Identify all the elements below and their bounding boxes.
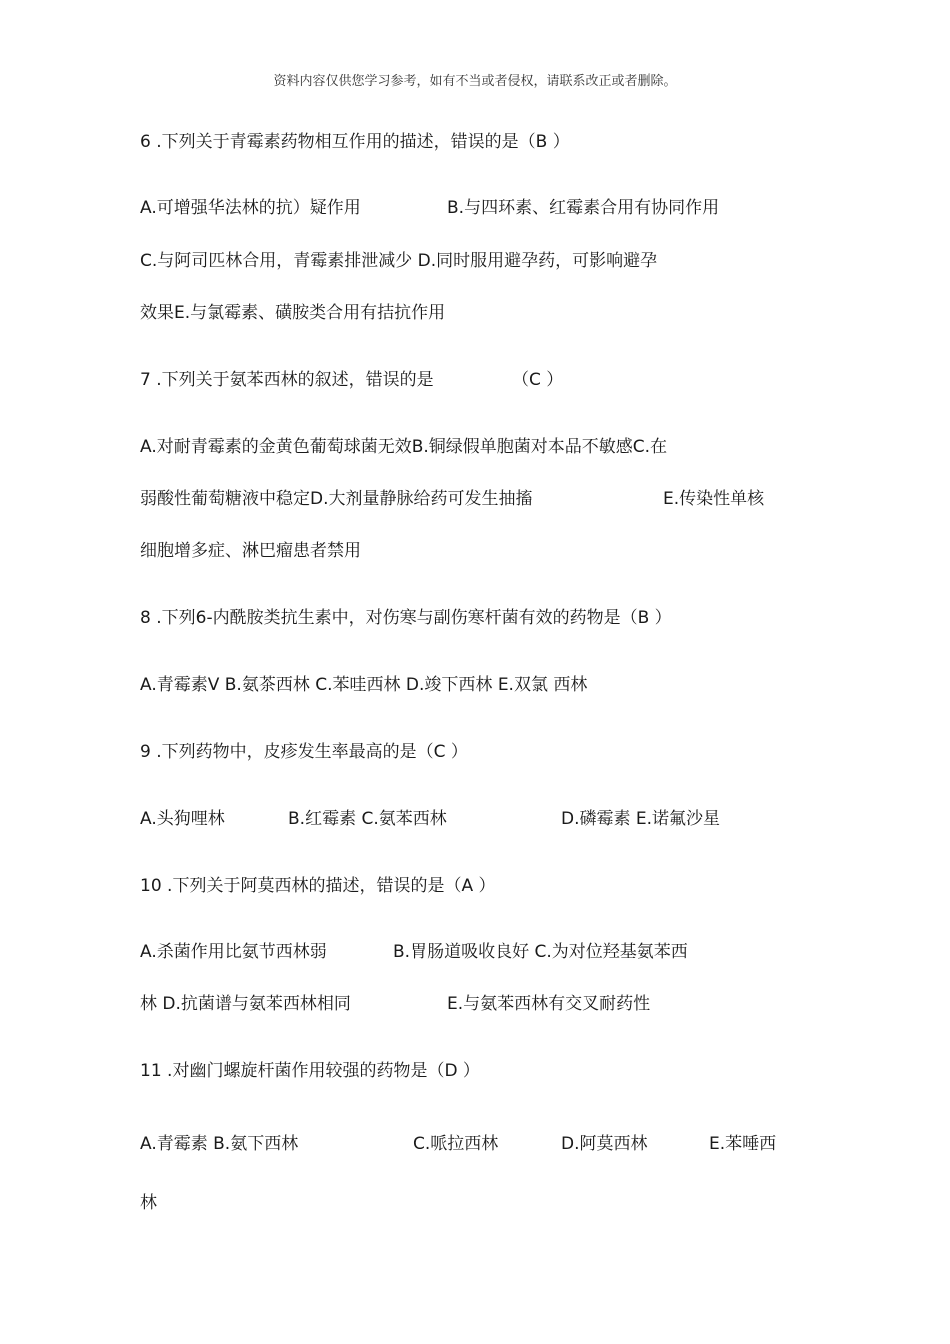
q10-option-e: E.与氨苯西林有交叉耐药性: [447, 994, 651, 1014]
question-7-options-line-2: [140, 488, 820, 510]
q10-option-d: 林 D.抗菌谱与氨苯西林相同: [140, 994, 351, 1014]
question-7-options-line-1: A.对耐青霉素的金黄色葡萄球菌无效B.铜绿假单胞菌对本品不敏感C.在: [140, 437, 668, 457]
question-9-stem: 9 .下列药物中，皮疹发生率最高的是（C ）: [140, 742, 468, 762]
question-8-stem: 8 .下列6-内酰胺类抗生素中，对伤寒与副伤寒杆菌有效的药物是（B ）: [140, 608, 672, 628]
q10-option-a: A.杀菌作用比氨节西林弱: [140, 942, 327, 962]
question-6-options-line-1: [140, 197, 820, 219]
question-7-stem: [140, 369, 820, 391]
q6-option-b: B.与四环素、红霉素合用有协同作用: [447, 198, 720, 218]
q7-answer: （C ）: [512, 370, 564, 390]
question-10-options-line-2: [140, 993, 820, 1015]
question-6-options-line-2: C.与阿司匹林合用，青霉素排泄减少 D.同时服用避孕药，可影响避孕: [140, 251, 658, 271]
q11-option-c: C.哌拉西林: [413, 1134, 499, 1154]
question-6-stem: 6 .下列关于青霉素药物相互作用的描述，错误的是（B ）: [140, 132, 570, 152]
q11-option-e: E.苯唾西: [709, 1134, 777, 1154]
question-9-options: [140, 808, 820, 830]
question-11-options-line-2: 林: [140, 1193, 157, 1213]
q7-stem-text: 7 .下列关于氨苯西林的叙述，错误的是: [140, 370, 434, 390]
q7-option-e: E.传染性单核: [663, 489, 765, 509]
question-8-options: A.青霉素V B.氨茶西林 C.苯哇西林 D.竣下西林 E.双氯 西林: [140, 675, 588, 695]
page-header-notice: 资料内容仅供您学习参考，如有不当或者侵权，请联系改正或者删除。: [273, 74, 677, 89]
q9-option-bc: B.红霉素 C.氨苯西林: [288, 809, 447, 829]
q6-option-a: A.可增强华法林的抗）疑作用: [140, 198, 361, 218]
q11-option-ab: A.青霉素 B.氨下西林: [140, 1134, 299, 1154]
q11-option-d: D.阿莫西林: [561, 1134, 648, 1154]
question-7-options-line-3: 细胞增多症、淋巴瘤患者禁用: [140, 541, 361, 561]
question-6-options-line-3: 效果E.与氯霉素、磺胺类合用有拮抗作用: [140, 303, 446, 323]
q9-option-de: D.磷霉素 E.诺氟沙星: [561, 809, 721, 829]
question-11-options-line-1: [140, 1133, 820, 1155]
q7-option-cd: 弱酸性葡萄糖液中稳定D.大剂量静脉给药可发生抽搐: [140, 489, 533, 509]
q9-option-a: A.头狗哩林: [140, 809, 225, 829]
q10-option-bc: B.胃肠道吸收良好 C.为对位羟基氨苯西: [393, 942, 688, 962]
question-11-stem: 11 .对幽门螺旋杆菌作用较强的药物是（D ）: [140, 1061, 480, 1081]
question-10-stem: 10 .下列关于阿莫西林的描述，错误的是（A ）: [140, 876, 496, 896]
question-10-options-line-1: [140, 941, 820, 963]
